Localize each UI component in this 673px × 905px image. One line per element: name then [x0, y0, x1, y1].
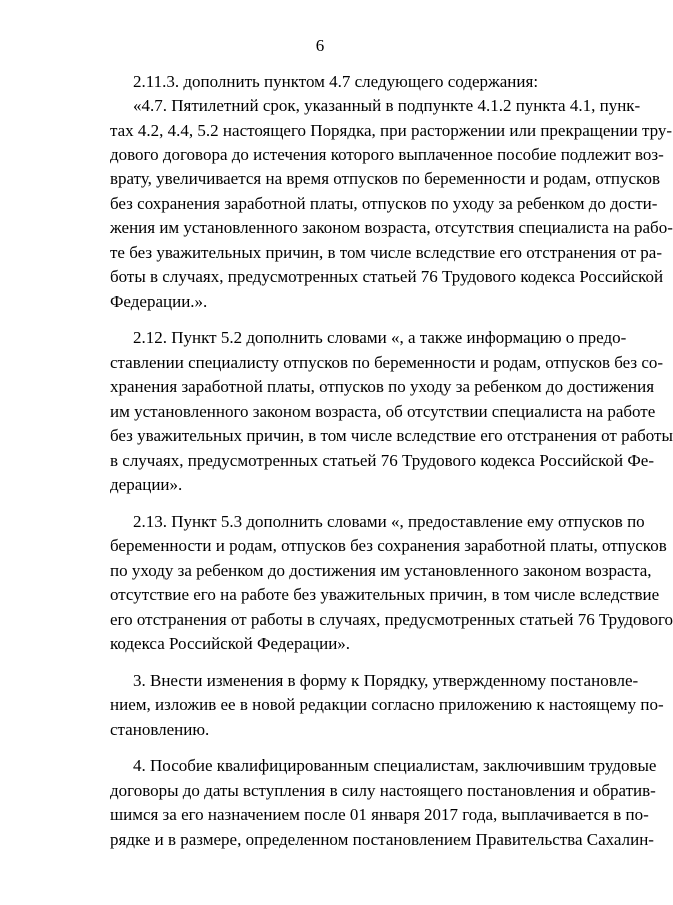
- text-line: шимся за его назначением после 01 января 2017 года, выплачивается в по-: [110, 805, 649, 824]
- text-line: боты в случаях, предусмотренных статьей 76 Трудового кодекса Российской: [110, 267, 664, 286]
- text-line: рядке и в размере, определенном постановлением Правительства Сахалин-: [110, 830, 654, 849]
- text-line: отсутствие его на работе без уважительных причин, в том числе вследствие: [110, 585, 660, 604]
- text-line: врату, увеличивается на время отпусков по беременности и родам, отпусков: [110, 169, 660, 188]
- text-line: дерации».: [110, 475, 183, 494]
- text-line: тах 4.2, 4.4, 5.2 настоящего Порядка, при расторжении или прекращении тру-: [110, 121, 673, 140]
- text-line: 2.13. Пункт 5.3 дополнить словами «, предоставление ему отпусков по: [133, 512, 645, 531]
- text-line: беременности и родам, отпусков без сохранения заработной платы, отпусков: [110, 536, 667, 555]
- text-line: становлению.: [110, 720, 210, 739]
- text-line: «4.7. Пятилетний срок, указанный в подпункте 4.1.2 пункта 4.1, пунк-: [133, 96, 641, 115]
- text-line: без уважительных причин, в том числе вследствие его отстранения от работы: [110, 426, 673, 445]
- text-line: по уходу за ребенком до достижения им установленного законом возраста,: [110, 561, 652, 580]
- text-line: кодекса Российской Федерации».: [110, 634, 351, 653]
- text-line: в случаях, предусмотренных статьей 76 Трудового кодекса Российской Фе-: [110, 451, 654, 470]
- page-number: 6: [315, 36, 325, 55]
- text-line: договоры до даты вступления в силу настоящего постановления и обратив-: [110, 781, 656, 800]
- text-line: Федерации.».: [110, 292, 208, 311]
- text-line: ставлении специалисту отпусков по беременности и родам, отпусков без со-: [110, 353, 664, 372]
- text-line: нием, изложив ее в новой редакции согласно приложению к настоящему по-: [110, 695, 664, 714]
- text-line: 4. Пособие квалифицированным специалистам, заключившим трудовые: [133, 756, 657, 775]
- text-line: 3. Внести изменения в форму к Порядку, утвержденному постановле-: [133, 671, 639, 690]
- text-line: те без уважительных причин, в том числе вследствие его отстранения от ра-: [110, 243, 662, 262]
- text-line: им установленного законом возраста, об отсутствии специалиста на работе: [110, 402, 656, 421]
- text-line: его отстранения от работы в случаях, предусмотренных статьей 76 Трудового: [110, 610, 673, 629]
- text-line: 2.12. Пункт 5.2 дополнить словами «, а также информацию о предо-: [133, 328, 627, 347]
- text-line: жения им установленного законом возраста, отсутствия специалиста на рабо-: [110, 218, 673, 237]
- text-line: 2.11.3. дополнить пунктом 4.7 следующего содержания:: [133, 72, 539, 91]
- text-line: дового договора до истечения которого выплаченное пособие подлежит воз-: [110, 145, 664, 164]
- text-line: хранения заработной платы, отпусков по уходу за ребенком до достижения: [110, 377, 655, 396]
- text-line: без сохранения заработной платы, отпусков по уходу за ребенком до дости-: [110, 194, 658, 213]
